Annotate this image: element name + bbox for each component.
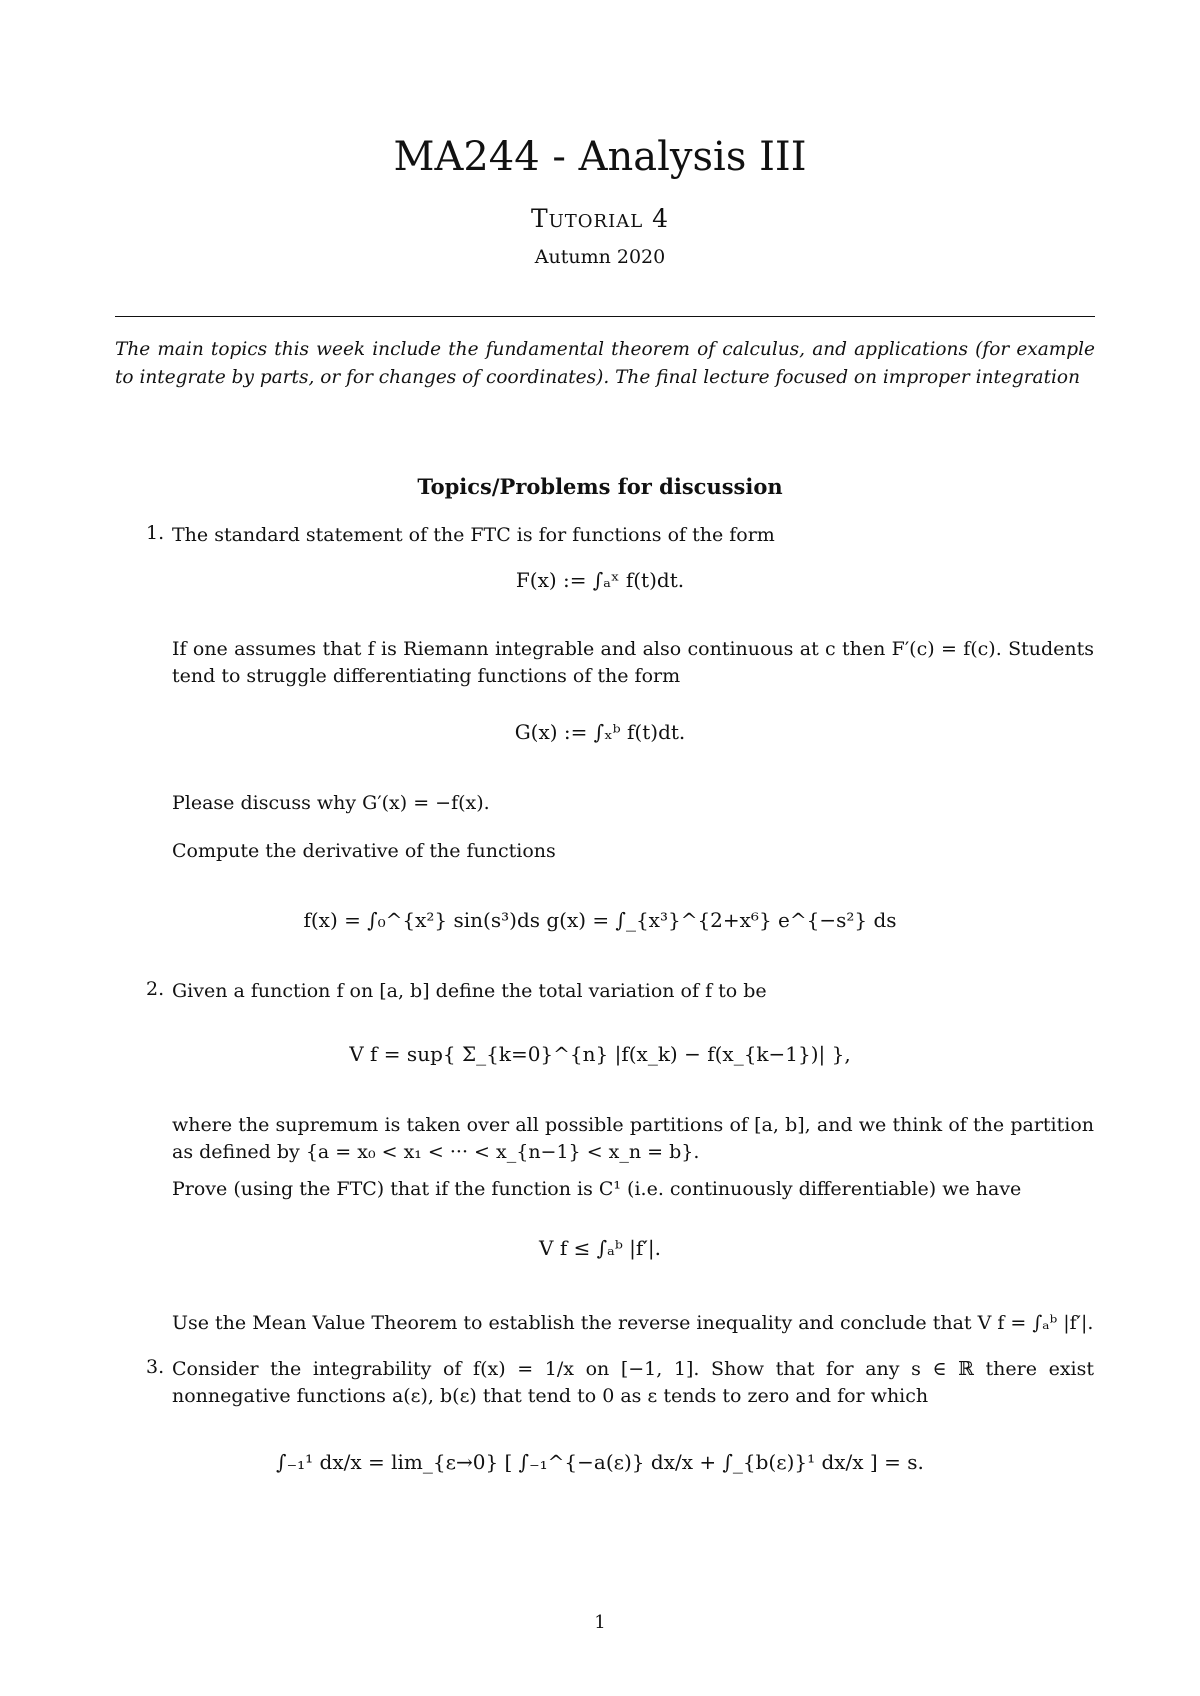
document-subtitle: Tutorial 4 [530,204,670,233]
problem-1-equation-2: G(x) := ∫ₓᵇ f(t)dt. [514,720,686,744]
problem-2-number: 2. [146,978,165,1000]
section-title: Topics/Problems for discussion [417,474,783,499]
header-rule [115,316,1095,317]
page-number: 1 [594,1612,606,1633]
problem-2-equation-2: V f ≤ ∫ₐᵇ |f′|. [539,1236,661,1260]
problem-1-text-1: The standard statement of the FTC is for functions of the form [172,524,775,546]
problem-2-equation-1: V f = sup{ Σ_{k=0}^{n} |f(x_k) − f(x_{k−1})| }, [349,1042,851,1066]
document-title: MA244 - Analysis III [393,134,807,180]
problem-1-text-2: If one assumes that f is Riemann integrable and also continuous at c then F′(c) = f(c). Students tend to struggle differentiating functions of the form [172,638,1094,687]
problem-1-equation-3: f(x) = ∫₀^{x²} sin(s³)ds g(x) = ∫_{x³}^{2+x⁶} e^{−s²} ds [303,908,897,932]
problem-2-text-4: Use the Mean Value Theorem to establish the reverse inequality and conclude that V f = ∫ₐᵇ |f′|. [172,1312,1094,1334]
problem-2-text-2: where the supremum is taken over all possible partitions of [a, b], and we think of the partition as defined by {a = x₀ < x₁ < ··· < x_{n−1} < x_n = b}. [172,1114,1094,1163]
problem-1-text-3: Please discuss why G′(x) = −f(x). [172,792,490,814]
problem-2-text-3: Prove (using the FTC) that if the function is C¹ (i.e. continuously differentiable) we have [172,1178,1022,1200]
intro-paragraph: The main topics this week include the fundamental theorem of calculus, and applications (for example to integrate by parts, or for changes of coordinates). The final lecture focused on improper integration [115,339,1095,388]
document-term: Autumn 2020 [534,246,666,268]
problem-3-text-1: Consider the integrability of f(x) = 1/x on [−1, 1]. Show that for any s ∈ ℝ there exist nonnegative functions a(ε), b(ε) that tend to 0 as ε tends to zero and for which [172,1358,1094,1407]
problem-1-text-4: Compute the derivative of the functions [172,840,556,862]
problem-3-number: 3. [146,1356,165,1378]
problem-1-equation-1: F(x) := ∫ₐˣ f(t)dt. [515,568,685,592]
problem-1-number: 1. [146,522,165,544]
problem-3-equation-1: ∫₋₁¹ dx/x = lim_{ε→0} [ ∫₋₁^{−a(ε)} dx/x + ∫_{b(ε)}¹ dx/x ] = s. [276,1450,924,1474]
problem-2-text-1: Given a function f on [a, b] define the total variation of f to be [172,980,767,1002]
